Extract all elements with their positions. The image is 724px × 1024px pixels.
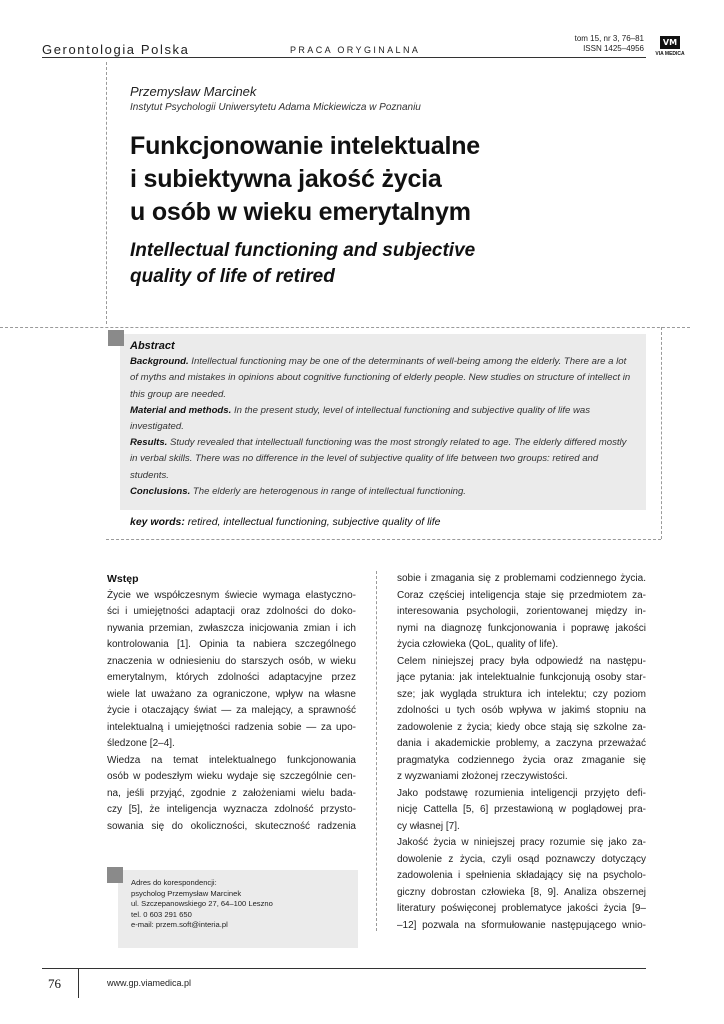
body-line: Celem niniejszej pracy była odpowiedź na następu- <box>397 655 646 667</box>
body-line: interesowania psychologii, zorientowanej między in- <box>397 606 646 617</box>
body-line: znaczenia w odniesieniu do starszych osób, w wieku <box>107 655 356 667</box>
abstract-background-text: Intellectual functioning may be one of the determinants of well-being among the elderly. There are a lot of myths and mistakes in opinions about cognitive functioning of elderly people. New studies on structure of intellect in this group are needed. <box>130 356 631 400</box>
body-line: nymi na diagnozę funkcjonowania i poprawę jakości <box>397 622 646 634</box>
body-line: literatury poświęconej problematyce jakości życia [9– <box>397 903 646 914</box>
frame-dashed-right <box>661 327 662 539</box>
title-english-line: quality of life of retired <box>130 266 335 287</box>
abstract-heading: Abstract <box>130 340 175 352</box>
body-line: z wyzwaniami złożonej rzeczywistości. <box>397 771 568 782</box>
abstract-conclusions-label: Conclusions. <box>130 485 191 497</box>
title-polish <box>130 130 610 229</box>
body-line: Życie we współczesnym świecie wymaga elastyczno- <box>107 589 356 601</box>
body-line: –12] pozwala na sformułowanie następującego wnio- <box>397 919 646 931</box>
abstract-conclusions-text: The elderly are heterogenous in range of intellectual functioning. <box>190 485 466 497</box>
body-line: na, jeśli przyjąć, zgodnie z założeniami wielu bada- <box>107 787 356 799</box>
footer-rule <box>42 968 646 969</box>
header-rule <box>42 57 646 58</box>
body-line: sobie i zmagania się z problemami codziennego życia. <box>397 573 646 584</box>
body-line: zdolności u tych osób wpływa w jakimś stopniu na <box>397 705 646 716</box>
body-line: czy [5], że inteligencja wyznacza zdolność przysto- <box>107 804 356 815</box>
frame-dashed-top <box>0 327 690 328</box>
frame-dashed-bottom <box>106 539 661 540</box>
body-line: śledzone [2–4]. <box>107 738 175 749</box>
body-line: dania i akademickie problemy, a zaczyna przeważać <box>397 738 646 749</box>
keywords <box>130 516 441 528</box>
correspondence-line: ul. Szczepanowskiego 27, 64–100 Leszno <box>131 899 273 908</box>
body-line: emerytalnym, których zdolności adaptacyjne przez <box>107 672 356 683</box>
correspondence-line: Adres do korespondencji: <box>131 878 217 887</box>
abstract-content <box>130 338 636 500</box>
abstract-corner-marker <box>108 330 124 346</box>
frame-dashed-left <box>106 62 107 324</box>
body-line: dowolenie z życia, czyli osąd poznawczy dotyczący <box>397 853 646 865</box>
correspondence-address <box>131 878 273 931</box>
footer-divider <box>78 968 79 998</box>
body-line: giczny dobrostan człowieka [8, 9]. Analiza obszernej <box>397 886 646 898</box>
journal-name: Gerontologia Polska <box>42 42 190 57</box>
body-line: zadowolenie z życia; kiedy obce stają się szkolne za- <box>397 721 646 733</box>
author-name: Przemysław Marcinek <box>130 84 257 99</box>
abstract-results-label: Results. <box>130 437 168 449</box>
issn: ISSN 1425–4956 <box>583 44 644 53</box>
journal-url: www.gp.viamedica.pl <box>107 978 192 988</box>
abstract-results <box>130 435 636 484</box>
publisher-logo <box>652 36 688 57</box>
correspondence-line: psycholog Przemysław Marcinek <box>131 888 242 898</box>
title-english <box>130 238 610 290</box>
body-line: wiele lat uważano za ograniczone, wpływ na własne <box>107 688 356 700</box>
logo-text: VIA MEDICA <box>655 51 685 57</box>
body-line: życie i otaczający świat — za malejący, a sprawność <box>107 705 356 716</box>
body-line: nywania przemian, zwłaszcza inicjowania zmian i ich <box>107 622 356 634</box>
title-polish-line: u osób w wieku emerytalnym <box>130 198 471 226</box>
body-line: intelektualną i umiejętności radzenia sobie — za upo- <box>107 721 356 733</box>
author-affiliation: Instytut Psychologii Uniwersytetu Adama Mickiewicza w Poznaniu <box>130 102 421 113</box>
body-line: pragmatyka codziennego życia oraz zmaganie się <box>397 754 646 766</box>
body-line: Coraz częściej inteligencja staje się przedmiotem za- <box>397 589 646 601</box>
logo-mark: VM <box>660 36 680 49</box>
page-number: 76 <box>48 976 61 991</box>
issue-volume: tom 15, nr 3, 76–81 <box>574 34 644 43</box>
body-line: cy własnej [7]. <box>397 820 460 832</box>
abstract-conclusions <box>130 484 636 500</box>
section-heading-introduction: Wstęp <box>107 573 139 585</box>
correspondence-line: tel. 0 603 291 650 <box>131 909 192 919</box>
body-line: sowania się do okoliczności, skuteczność radzenia <box>107 820 356 832</box>
body-line: Wiedza na temat intelektualnego funkcjonowania <box>107 754 356 766</box>
keywords-label: key words: <box>130 516 185 528</box>
correspondence-email: e-mail: przem.soft@interia.pl <box>131 920 228 929</box>
body-column-right <box>397 571 646 934</box>
article-type: PRACA ORYGINALNA <box>290 45 421 55</box>
body-line: Jakość życia w niniejszej pracy rozumie się jako za- <box>397 837 646 848</box>
body-line: zadowolenia i spełnienia składający się na psycholo- <box>397 870 646 881</box>
abstract-methods-label: Material and methods. <box>130 404 232 416</box>
abstract-methods <box>130 403 636 435</box>
body-line: kontrolowania [1]. Opinia ta nabiera szczególnego <box>107 639 356 650</box>
column-separator <box>376 571 377 931</box>
abstract-background-label: Background. <box>130 356 189 368</box>
keywords-text: retired, intellectual functioning, subjective quality of life <box>184 516 441 528</box>
body-column-left <box>107 571 356 835</box>
body-line: jące pytania: jak intelektualnie funkcjonują osoby star- <box>397 672 646 683</box>
title-polish-line: i subiektywna jakość życia <box>130 165 442 193</box>
title-polish-line: Funkcjonowanie intelektualne <box>130 132 481 160</box>
abstract-methods-text: In the present study, level of intellectual functioning and subjective quality of life was investigated. <box>130 404 591 433</box>
abstract-background <box>130 354 636 403</box>
correspondence-corner-marker <box>107 867 123 883</box>
body-line: osób w podeszłym wieku wydaje się szczególnie cen- <box>107 771 356 782</box>
body-line: Jako podstawę rozumienia inteligencji przyjęto defi- <box>397 787 646 799</box>
body-line: nicję Cattella [5, 6] przestawioną w poglądowej pra- <box>397 804 646 815</box>
body-line: życia człowieka (QoL, quality of life). <box>397 639 559 650</box>
issue-info <box>575 34 644 54</box>
body-line: ści i umiejętności adaptacji oraz zdolności do doko- <box>107 606 356 617</box>
abstract-results-text: Study revealed that intellectuall functioning was the most strongly related to age. The elderly differed mostly in verbal skills. There was no difference in the level of subjective quality of life between two groups: retired and students. <box>130 437 627 481</box>
title-english-line: Intellectual functioning and subjective <box>130 240 476 261</box>
body-line: sze; jak wygląda struktura ich intelektu; czy poziom <box>397 688 646 700</box>
